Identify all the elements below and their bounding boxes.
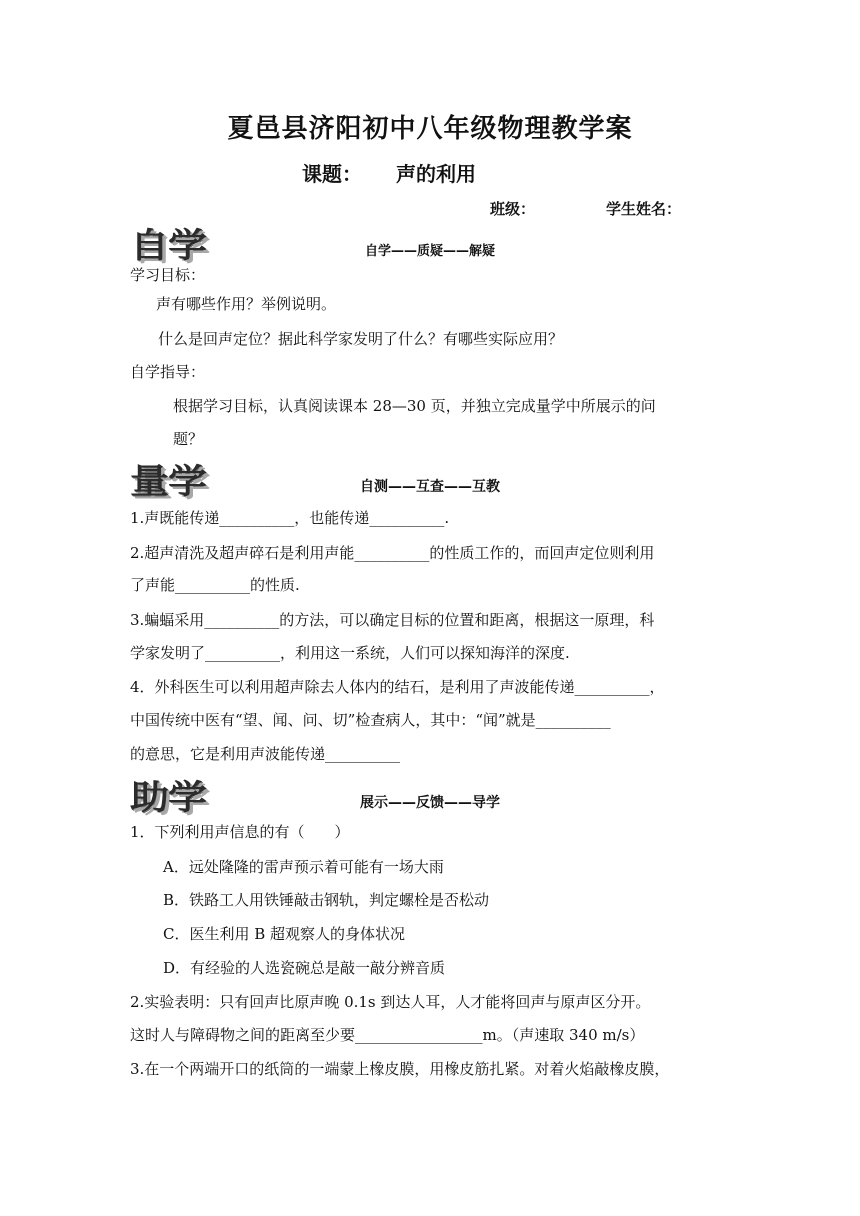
goal-1: 声有哪些作用？举例说明。 (156, 295, 337, 313)
goal-2: 什么是回声定位？据此科学家发明了什么？有哪些实际应用？ (158, 330, 564, 348)
guide-label: 自学指导： (130, 363, 206, 381)
measure-q2-line-2: 了声能__________的性质. (130, 576, 300, 594)
section-sub-help: 展示——反馈——导学 (360, 795, 500, 811)
section-heading-self-study: 自学 (130, 226, 206, 266)
help-q1: 1．下列利用声信息的有（ ） (130, 823, 350, 841)
section-sub-self-study: 自学——质疑——解疑 (364, 244, 495, 259)
goals-label: 学习目标： (130, 266, 206, 284)
measure-q1: 1.声既能传递__________，也能传递__________. (130, 509, 450, 527)
measure-q4-line-1: 4．外科医生可以利用超声除去人体内的结石，是利用了声波能传递__________， (130, 678, 665, 696)
help-q1-option-a: A．远处隆隆的雷声预示着可能有一场大雨 (163, 858, 444, 876)
section-sub-measure: 自测——互查——互教 (360, 479, 500, 495)
measure-q4-line-3: 的意思，它是利用声波能传递__________ (130, 745, 401, 763)
subject-label: 课题： (302, 162, 362, 186)
lesson-subject (302, 158, 476, 187)
subject-value: 声的利用 (396, 162, 476, 186)
help-q1-option-d: D．有经验的人选瓷碗总是敲一敲分辨音质 (163, 959, 446, 977)
guide-line-1: 根据学习目标，认真阅读课本 28—30 页，并独立完成量学中所展示的问 (173, 397, 656, 415)
measure-q4-line-2: 中国传统中医有“望、闻、问、切”检查病人，其中：“闻”就是__________ (130, 711, 611, 729)
class-label: 班级： (490, 200, 536, 218)
student-name-label: 学生姓名： (606, 200, 682, 218)
help-q3-line-1: 3.在一个两端开口的纸筒的一端蒙上橡皮膜，用橡皮筋扎紧。对着火焰敲橡皮膜， (130, 1060, 670, 1078)
help-q2-line-2: 这时人与障碍物之间的距离至少要_________________m。（声速取 340 m/s） (130, 1026, 645, 1044)
guide-line-2: 题？ (173, 430, 204, 448)
section-heading-measure: 量学 (130, 462, 206, 502)
measure-q3-line-1: 3.蝙蝠采用__________的方法，可以确定目标的位置和距离，根据这一原理，科 (130, 611, 655, 629)
page-title: 夏邑县济阳初中八年级物理教学案 (227, 114, 633, 144)
section-heading-help: 助学 (130, 778, 206, 818)
help-q2-line-1: 2.实验表明：只有回声比原声晚 0.1s 到达人耳，人才能将回声与原声区分开。 (130, 993, 651, 1011)
help-q1-option-b: B．铁路工人用铁锤敲击钢轨，判定螺栓是否松动 (163, 891, 490, 909)
measure-q3-line-2: 学家发明了__________，利用这一系统，人们可以探知海洋的深度. (130, 644, 570, 662)
measure-q2-line-1: 2.超声清洗及超声碎石是利用声能__________的性质工作的，而回声定位则利用 (130, 544, 655, 562)
help-q1-option-c: C．医生利用 B 超观察人的身体状况 (163, 925, 406, 943)
